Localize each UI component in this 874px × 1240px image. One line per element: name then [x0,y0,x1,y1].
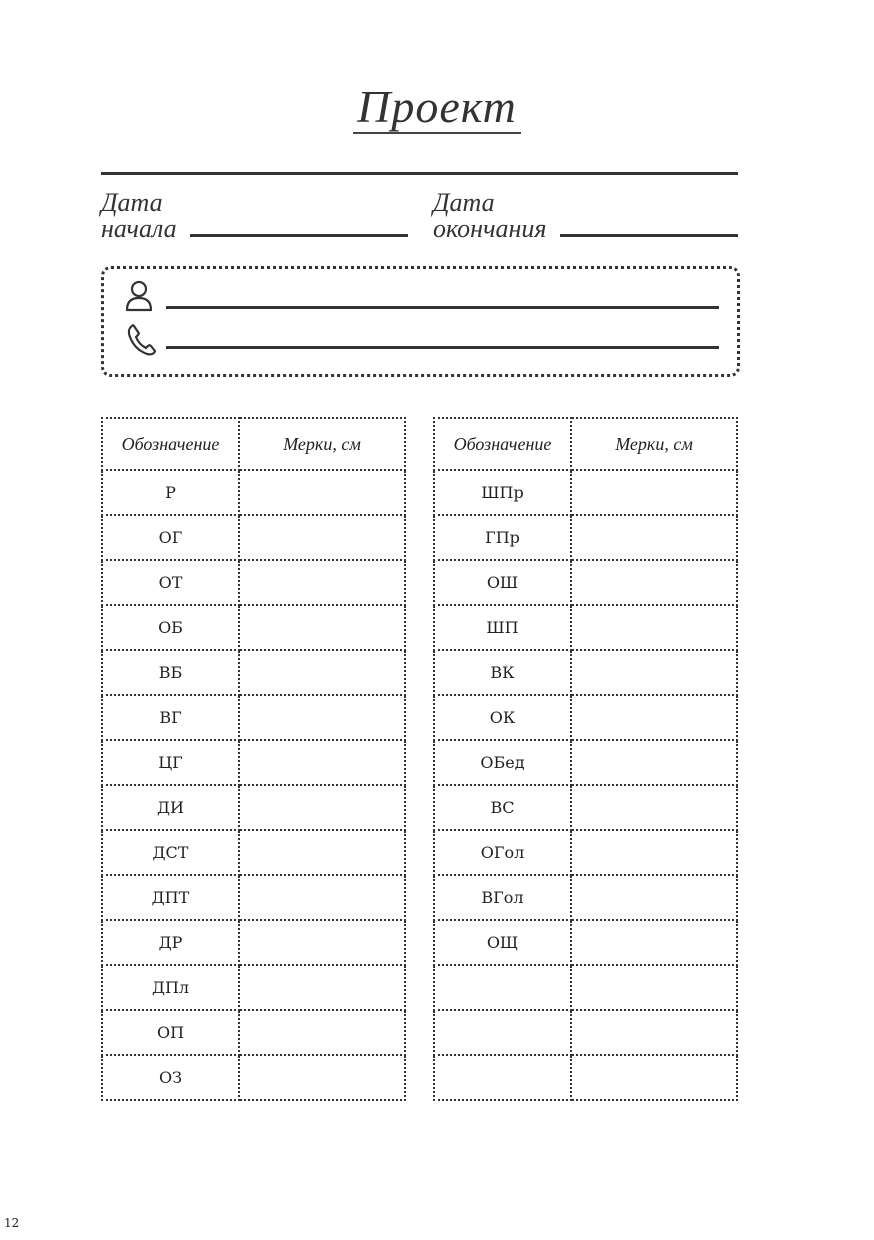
table-row [434,875,737,920]
phone-icon [126,323,158,357]
designation-cell: ВК [434,650,571,695]
table-row [102,830,405,875]
table-row [102,920,405,965]
measurement-value-cell[interactable] [571,650,737,695]
designation-cell: ДПл [102,965,239,1010]
table-row [102,605,405,650]
table-row [102,560,405,605]
measurements-table-left [101,417,406,1101]
table-row [102,650,405,695]
designation-cell: ОЗ [102,1055,239,1100]
measurement-value-cell[interactable] [239,605,405,650]
measurements-table-right [433,417,738,1101]
table-header-row [102,418,405,470]
header-designation: Обозначение [102,418,239,470]
project-name-line[interactable] [101,172,738,175]
table-row [102,1010,405,1055]
designation-cell: ДСТ [102,830,239,875]
designation-cell: ШПр [434,470,571,515]
table-row [434,785,737,830]
designation-cell: ОЩ [434,920,571,965]
measurement-value-cell[interactable] [239,470,405,515]
phone-field[interactable] [166,346,719,349]
measurement-value-cell[interactable] [571,470,737,515]
page-number: 12 [4,1216,20,1230]
designation-cell: ЦГ [102,740,239,785]
measurement-value-cell[interactable] [239,560,405,605]
start-date-label: Дата начала [101,188,177,243]
designation-cell: ДПТ [102,875,239,920]
header-designation: Обозначение [434,418,571,470]
measurement-value-cell[interactable] [571,920,737,965]
designation-cell: ОШ [434,560,571,605]
table-row [102,740,405,785]
measurement-value-cell[interactable] [239,785,405,830]
designation-cell: ВС [434,785,571,830]
end-date-label: Дата окончания [433,188,547,243]
table-row [434,605,737,650]
table-row [434,920,737,965]
designation-cell: ОГол [434,830,571,875]
designation-cell [434,1010,571,1055]
measurement-value-cell[interactable] [239,965,405,1010]
name-field[interactable] [166,306,719,309]
person-icon [124,280,154,312]
table-row [434,650,737,695]
measurement-value-cell[interactable] [571,1010,737,1055]
table-row [434,560,737,605]
designation-cell: ОК [434,695,571,740]
measurement-value-cell[interactable] [239,515,405,560]
table-row [434,1055,737,1100]
header-measurements: Мерки, см [239,418,405,470]
measurement-value-cell[interactable] [239,1010,405,1055]
table-header-row [434,418,737,470]
designation-cell: ВБ [102,650,239,695]
table-row [102,965,405,1010]
designation-cell: ОП [102,1010,239,1055]
table-row [434,695,737,740]
start-date-field[interactable] [190,234,408,237]
designation-cell [434,965,571,1010]
measurement-value-cell[interactable] [571,830,737,875]
designation-cell: ВГол [434,875,571,920]
measurement-value-cell[interactable] [571,965,737,1010]
measurement-value-cell[interactable] [571,605,737,650]
measurement-value-cell[interactable] [571,560,737,605]
measurement-value-cell[interactable] [239,875,405,920]
table-row [434,470,737,515]
designation-cell: ОТ [102,560,239,605]
measurement-value-cell[interactable] [239,650,405,695]
measurement-value-cell[interactable] [571,695,737,740]
header-measurements: Мерки, см [571,418,737,470]
measurement-value-cell[interactable] [571,785,737,830]
table-row [434,515,737,560]
designation-cell: ШП [434,605,571,650]
contact-box [101,266,740,377]
measurement-value-cell[interactable] [571,515,737,560]
table-row [102,695,405,740]
end-date-field[interactable] [560,234,738,237]
designation-cell: Р [102,470,239,515]
designation-cell: ДИ [102,785,239,830]
table-row [102,875,405,920]
measurement-value-cell[interactable] [571,875,737,920]
page-title: Проект [0,80,874,133]
measurement-value-cell[interactable] [571,1055,737,1100]
table-row [434,965,737,1010]
table-row [434,830,737,875]
designation-cell [434,1055,571,1100]
table-row [102,515,405,560]
designation-cell: ОБед [434,740,571,785]
table-row [434,740,737,785]
measurement-value-cell[interactable] [239,695,405,740]
measurement-value-cell[interactable] [571,740,737,785]
designation-cell: ВГ [102,695,239,740]
measurement-value-cell[interactable] [239,830,405,875]
measurement-value-cell[interactable] [239,740,405,785]
designation-cell: ДР [102,920,239,965]
table-row [102,470,405,515]
measurement-value-cell[interactable] [239,920,405,965]
designation-cell: ОБ [102,605,239,650]
table-row [102,785,405,830]
table-row [434,1010,737,1055]
designation-cell: ОГ [102,515,239,560]
measurement-value-cell[interactable] [239,1055,405,1100]
table-row [102,1055,405,1100]
designation-cell: ГПр [434,515,571,560]
